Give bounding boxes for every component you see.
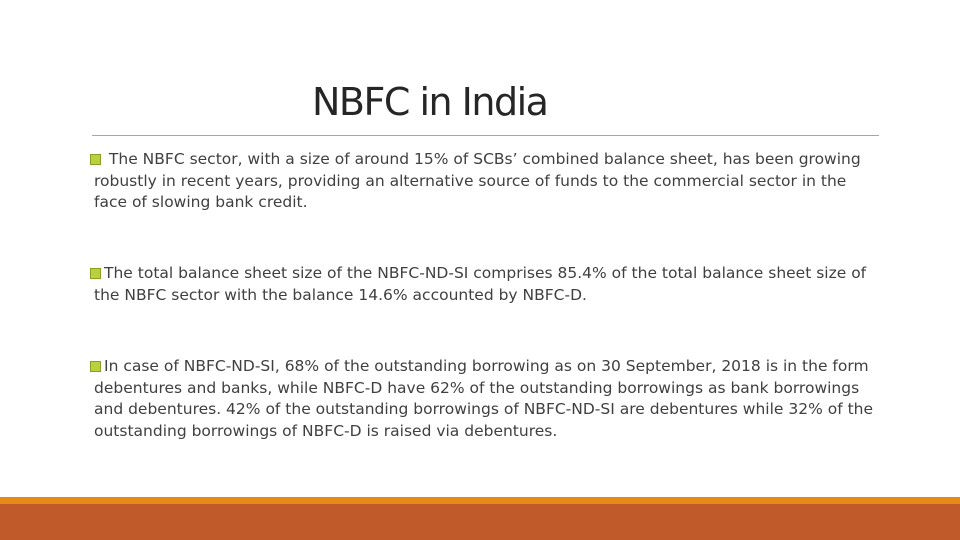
bullet-text: The total balance sheet size of the NBFC-ND-SI comprises 85.4% of the total balance sheet size of the NBFC sector with the balance 14.6% accounted by NBFC-D. xyxy=(94,264,867,304)
footer-accent-stripe xyxy=(0,497,960,504)
title-divider xyxy=(92,135,879,136)
bullet-item xyxy=(90,356,880,442)
bullet-text: In case of NBFC-ND-SI, 68% of the outstanding borrowing as on 30 September, 2018 is in the form debentures and banks, while NBFC-D have 62% of the outstanding borrowings as bank borrowings and debentures. 42% of the outstanding borrowings of NBFC-ND-SI are debentures while 32% of the outstanding borrowings of NBFC-D is raised via debentures. xyxy=(94,357,874,440)
bullet-item xyxy=(90,149,880,214)
checkbox-square-icon xyxy=(90,268,101,279)
footer-band xyxy=(0,504,960,540)
checkbox-square-icon xyxy=(90,361,101,372)
bullet-text: The NBFC sector, with a size of around 15% of SCBs’ combined balance sheet, has been growing robustly in recent years, providing an alternative source of funds to the commercial sector in the face of slowing bank credit. xyxy=(94,150,861,211)
checkbox-square-icon xyxy=(90,154,101,165)
bullet-item xyxy=(90,263,880,306)
slide-title: NBFC in India xyxy=(312,80,548,124)
